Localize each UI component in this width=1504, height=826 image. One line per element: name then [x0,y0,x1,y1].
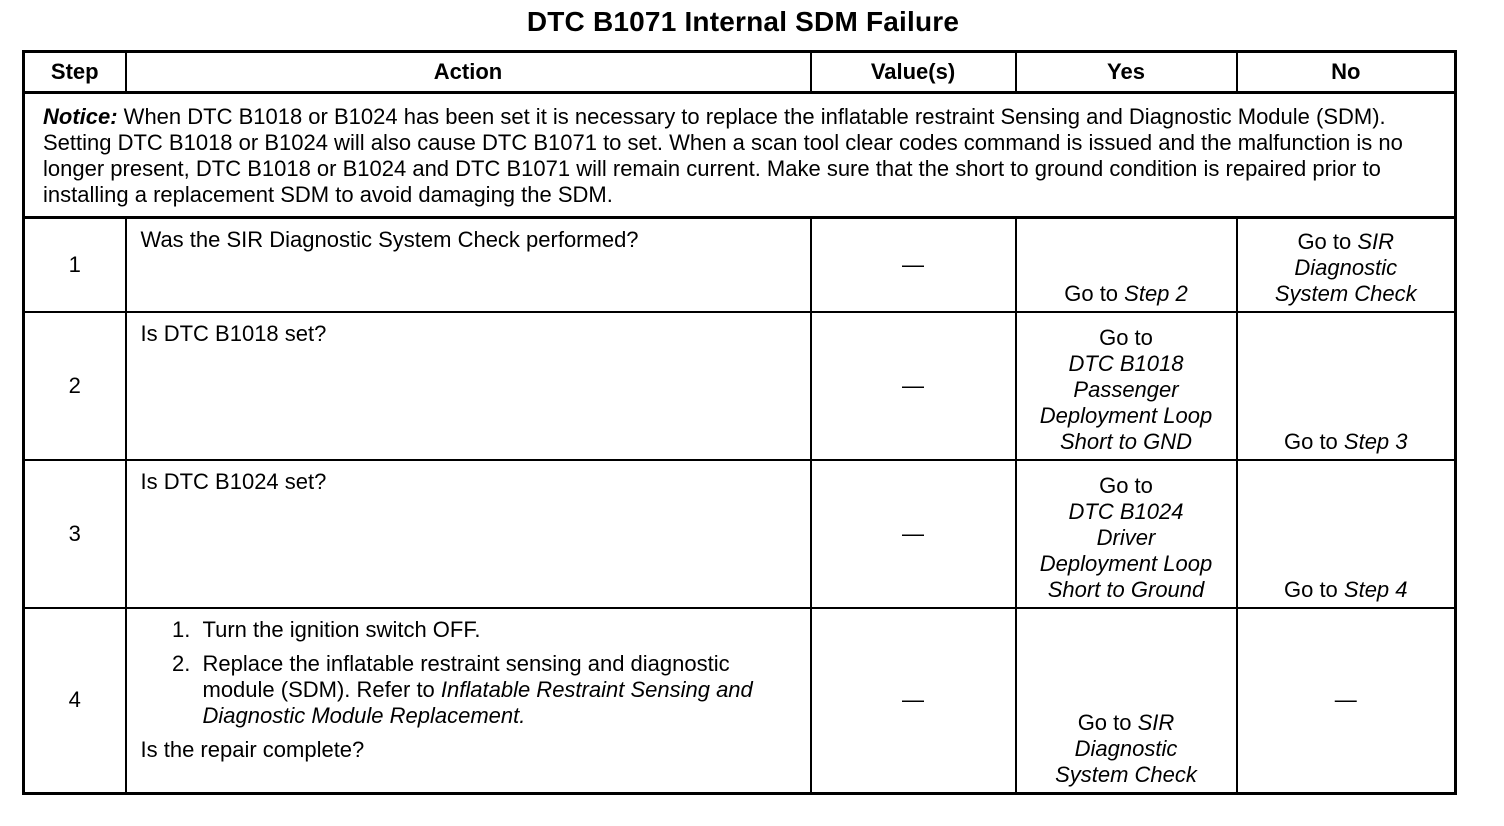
yes-link-line2[interactable]: Driver [1096,524,1156,550]
header-action: Action [126,52,811,93]
no-cell [1237,218,1456,312]
no-go-to: Go to [1297,228,1358,254]
yes-cell [1016,608,1237,794]
header-yes: Yes [1016,52,1237,93]
value-cell: — [811,608,1016,794]
no-link[interactable]: Step 4 [1343,576,1408,602]
action-text: Was the SIR Diagnostic System Check performed? [126,218,811,312]
yes-link-line2[interactable]: Passenger [1073,376,1179,402]
value-cell: — [811,218,1016,312]
yes-link-line4[interactable]: Short to Ground [1047,576,1205,602]
no-go-to: Go to [1283,576,1344,602]
no-go-to: Go to [1283,428,1344,454]
step-number: 4 [24,608,126,794]
yes-go-to: Go to [1099,324,1153,350]
yes-link[interactable]: SIR [1137,710,1175,735]
action-cell [126,608,811,794]
yes-link-line3[interactable]: Deployment Loop [1039,402,1213,428]
substep-reference-link[interactable]: Inflatable Restraint Sensing and Diagnostic Module Replacement. [202,676,753,728]
yes-link[interactable]: Step 2 [1124,280,1188,306]
step-number: 3 [24,460,126,608]
no-link[interactable]: SIR [1357,228,1395,254]
notice-row [24,93,1456,218]
notice-label: Notice: [43,104,118,129]
notice-text: When DTC B1018 or B1024 has been set it is necessary to replace the inflatable restraint Sensing and Diagnostic Module (SDM). Setting DTC B1018 or B1024 will also cause DTC B1071 to set. When a scan tool clear codes command is issued and the malfunction is no longer present, DTC B1018 or B1024 and DTC B1071 will remain current. Make sure that the short to ground condition is repaired prior to installing a replacement SDM to avoid damaging the SDM. [43,104,1403,207]
value-cell: — [811,312,1016,460]
yes-go-to: Go to [1064,280,1125,306]
table-row [24,218,1456,312]
yes-link[interactable]: DTC B1018 [1068,350,1184,376]
yes-cell [1016,460,1237,608]
action-question: Is the repair complete? [140,736,365,762]
yes-link-line3[interactable]: System Check [1055,762,1197,787]
no-link-line2[interactable]: Diagnostic [1294,254,1398,280]
no-link-line3[interactable]: System Check [1274,280,1417,306]
yes-link[interactable]: DTC B1024 [1068,498,1184,524]
yes-link-line2[interactable]: Diagnostic [1074,736,1178,761]
diagnostic-table [22,50,1457,795]
step-number: 2 [24,312,126,460]
yes-go-to: Go to [1099,472,1153,498]
yes-cell [1016,312,1237,460]
no-cell [1237,460,1456,608]
table-row [24,312,1456,460]
substep-item [197,651,800,729]
header-values: Value(s) [811,52,1016,93]
action-text: Is DTC B1024 set? [126,460,811,608]
yes-go-to: Go to [1077,710,1138,735]
no-link[interactable]: Step 3 [1343,428,1408,454]
table-row [24,608,1456,794]
header-no: No [1237,52,1456,93]
substep-text: Replace the inflatable restraint sensing and diagnostic module (SDM). Refer to [202,650,730,702]
substep-item: 1. Turn the ignition switch OFF. [197,617,800,643]
yes-cell [1016,218,1237,312]
substep-list [141,617,800,729]
document-title: DTC B1071 Internal SDM Failure [526,6,960,37]
value-cell: — [811,460,1016,608]
header-step: Step [24,52,126,93]
no-cell: — [1237,608,1456,794]
no-cell [1237,312,1456,460]
yes-link-line4[interactable]: Short to GND [1059,428,1193,454]
notice-cell [24,93,1456,218]
table-header-row [24,52,1456,93]
action-text: Is DTC B1018 set? [126,312,811,460]
step-number: 1 [24,218,126,312]
yes-link-line3[interactable]: Deployment Loop [1039,550,1213,576]
table-row [24,460,1456,608]
